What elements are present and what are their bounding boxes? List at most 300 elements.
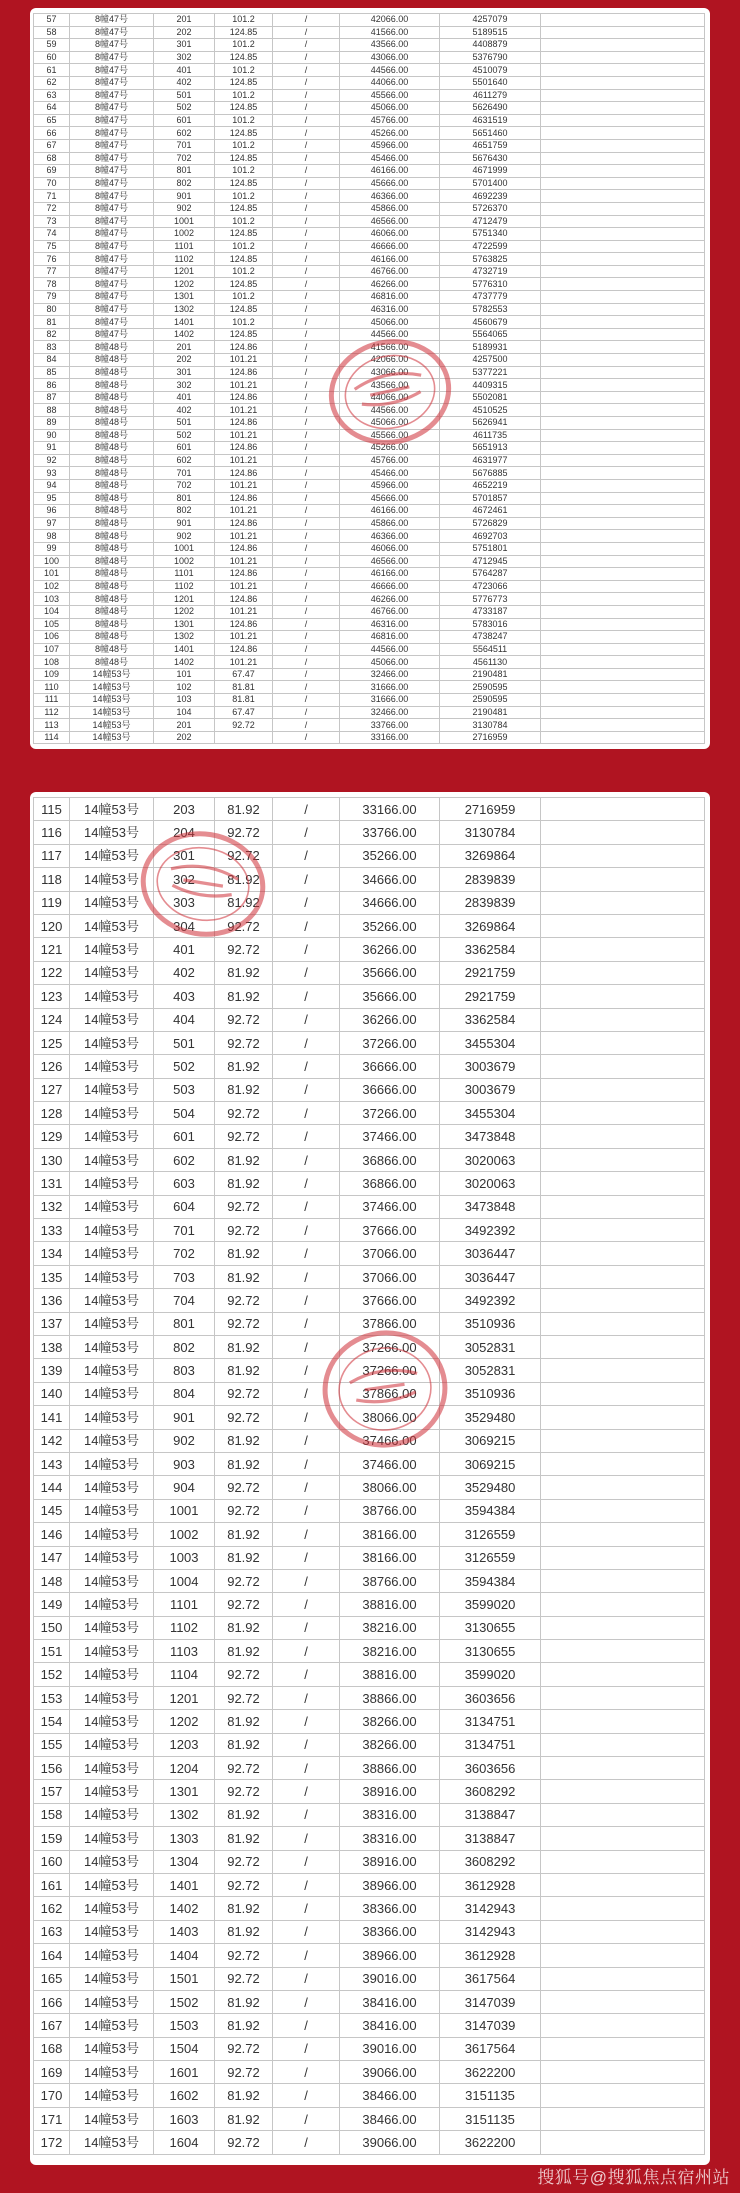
table-cell: 3603656 bbox=[440, 1757, 541, 1780]
table-cell: 36266.00 bbox=[340, 938, 440, 961]
table-row bbox=[34, 2107, 705, 2130]
table-cell: / bbox=[273, 2084, 340, 2107]
table-cell: 36866.00 bbox=[340, 1148, 440, 1171]
table-cell: 124.86 bbox=[215, 417, 273, 430]
table-row bbox=[34, 1382, 705, 1405]
table-cell: / bbox=[273, 265, 340, 278]
table-cell-blank bbox=[541, 985, 705, 1008]
table-cell: 37066.00 bbox=[340, 1242, 440, 1265]
table-cell: 81.92 bbox=[215, 1242, 273, 1265]
table-cell: 38166.00 bbox=[340, 1546, 440, 1569]
table-cell: 99 bbox=[34, 542, 70, 555]
table-cell: / bbox=[273, 2014, 340, 2037]
table-cell: / bbox=[273, 278, 340, 291]
table-cell: 601 bbox=[154, 1125, 215, 1148]
table-row bbox=[34, 291, 705, 304]
table-cell: 3510936 bbox=[440, 1382, 541, 1405]
table-cell: 801 bbox=[154, 1312, 215, 1335]
table-cell: / bbox=[273, 891, 340, 914]
table-cell: 101.2 bbox=[215, 14, 273, 27]
table-cell: / bbox=[273, 985, 340, 1008]
table-cell-blank bbox=[541, 64, 705, 77]
table-cell: 37666.00 bbox=[340, 1219, 440, 1242]
table-cell: 114 bbox=[34, 731, 70, 744]
table-cell: 8幢47号 bbox=[70, 102, 154, 115]
table-cell: 162 bbox=[34, 1897, 70, 1920]
table-cell: 703 bbox=[154, 1265, 215, 1288]
table-cell: 46166.00 bbox=[340, 165, 440, 178]
table-cell: 46666.00 bbox=[340, 580, 440, 593]
table-row bbox=[34, 1242, 705, 1265]
table-cell: 3492392 bbox=[440, 1289, 541, 1312]
table-cell: 4692239 bbox=[440, 190, 541, 203]
table-cell: 111 bbox=[34, 694, 70, 707]
table-cell: / bbox=[273, 593, 340, 606]
table-cell: 902 bbox=[154, 202, 215, 215]
table-cell: 124.86 bbox=[215, 618, 273, 631]
table-cell: 35266.00 bbox=[340, 914, 440, 937]
table-cell: / bbox=[273, 442, 340, 455]
table-cell: 1201 bbox=[154, 593, 215, 606]
table-cell: 92.72 bbox=[215, 1780, 273, 1803]
table-cell: 37866.00 bbox=[340, 1312, 440, 1335]
table-cell: 14幢53号 bbox=[70, 1078, 154, 1101]
table-cell: 101.21 bbox=[215, 354, 273, 367]
table-cell: 46316.00 bbox=[340, 618, 440, 631]
table-cell: 1102 bbox=[154, 1616, 215, 1639]
table-cell: 101.2 bbox=[215, 291, 273, 304]
table-cell: 8幢47号 bbox=[70, 316, 154, 329]
table-row bbox=[34, 631, 705, 644]
table-cell: 14幢53号 bbox=[70, 798, 154, 821]
table-cell: 124.86 bbox=[215, 341, 273, 354]
table-cell: 3069215 bbox=[440, 1452, 541, 1475]
table-cell: / bbox=[273, 568, 340, 581]
table-cell: 36666.00 bbox=[340, 1078, 440, 1101]
table-cell: 66 bbox=[34, 127, 70, 140]
table-cell: 8幢47号 bbox=[70, 165, 154, 178]
table-cell: 14幢53号 bbox=[70, 1593, 154, 1616]
table-cell: / bbox=[273, 2061, 340, 2084]
table-cell: 8幢48号 bbox=[70, 517, 154, 530]
table-cell: 204 bbox=[154, 821, 215, 844]
table-cell: 155 bbox=[34, 1733, 70, 1756]
table-cell: 8幢48号 bbox=[70, 429, 154, 442]
table-cell: 701 bbox=[154, 1219, 215, 1242]
table-cell: 3130784 bbox=[440, 719, 541, 732]
table-row bbox=[34, 127, 705, 140]
table-cell-blank bbox=[541, 1593, 705, 1616]
table-cell-blank bbox=[541, 379, 705, 392]
table-cell: 3455304 bbox=[440, 1031, 541, 1054]
table-cell: 153 bbox=[34, 1686, 70, 1709]
table-cell: 92.72 bbox=[215, 938, 273, 961]
table-cell: 3529480 bbox=[440, 1406, 541, 1429]
table-cell: 3069215 bbox=[440, 1429, 541, 1452]
table-cell: 92.72 bbox=[215, 719, 273, 732]
table-cell: 124.85 bbox=[215, 253, 273, 266]
table-cell-blank bbox=[541, 391, 705, 404]
table-cell: / bbox=[273, 1990, 340, 2013]
table-cell: 14幢53号 bbox=[70, 1827, 154, 1850]
table-cell: 64 bbox=[34, 102, 70, 115]
table-cell: 14幢53号 bbox=[70, 2014, 154, 2037]
table-cell: 3126559 bbox=[440, 1546, 541, 1569]
table-cell: 81.81 bbox=[215, 694, 273, 707]
table-cell: / bbox=[273, 39, 340, 52]
table-cell: 301 bbox=[154, 39, 215, 52]
table-cell: / bbox=[273, 1640, 340, 1663]
table-cell: 136 bbox=[34, 1289, 70, 1312]
table-cell bbox=[215, 731, 273, 744]
table-cell: 14幢53号 bbox=[70, 1172, 154, 1195]
table-cell: 2921759 bbox=[440, 985, 541, 1008]
table-cell: 31666.00 bbox=[340, 694, 440, 707]
table-cell: / bbox=[273, 303, 340, 316]
table-cell-blank bbox=[541, 668, 705, 681]
table-cell: / bbox=[273, 1827, 340, 1850]
table-cell: 8幢48号 bbox=[70, 417, 154, 430]
table-cell: 5751801 bbox=[440, 542, 541, 555]
table-cell: 45566.00 bbox=[340, 429, 440, 442]
table-cell: 81.92 bbox=[215, 2084, 273, 2107]
table-cell-blank bbox=[541, 568, 705, 581]
table-cell: 81 bbox=[34, 316, 70, 329]
table-row bbox=[34, 89, 705, 102]
table-cell: / bbox=[273, 1803, 340, 1826]
table-cell: 903 bbox=[154, 1452, 215, 1475]
table-cell: 112 bbox=[34, 706, 70, 719]
table-cell: 14幢53号 bbox=[70, 1897, 154, 1920]
table-cell: 118 bbox=[34, 868, 70, 891]
table-cell: 602 bbox=[154, 127, 215, 140]
table-row bbox=[34, 891, 705, 914]
table-cell-blank bbox=[541, 1897, 705, 1920]
table-cell: 38366.00 bbox=[340, 1920, 440, 1943]
table-cell: 901 bbox=[154, 1406, 215, 1429]
table-cell: 3599020 bbox=[440, 1663, 541, 1686]
table-cell: 46816.00 bbox=[340, 631, 440, 644]
table-cell: 57 bbox=[34, 14, 70, 27]
table-cell: 8幢48号 bbox=[70, 366, 154, 379]
table-cell-blank bbox=[541, 152, 705, 165]
table-row bbox=[34, 228, 705, 241]
table-cell: 3269864 bbox=[440, 844, 541, 867]
table-cell: 92.72 bbox=[215, 914, 273, 937]
table-cell: 46666.00 bbox=[340, 240, 440, 253]
table-cell: 103 bbox=[154, 694, 215, 707]
table-cell: 104 bbox=[34, 605, 70, 618]
table-row bbox=[34, 1990, 705, 2013]
table-cell: 8幢48号 bbox=[70, 505, 154, 518]
table-cell: 92.72 bbox=[215, 1967, 273, 1990]
table-row bbox=[34, 354, 705, 367]
table-cell: 901 bbox=[154, 517, 215, 530]
table-cell: 70 bbox=[34, 177, 70, 190]
table-cell: 41566.00 bbox=[340, 341, 440, 354]
price-table-body-1 bbox=[34, 14, 705, 744]
table-cell: 401 bbox=[154, 64, 215, 77]
table-row bbox=[34, 51, 705, 64]
table-cell: 5189931 bbox=[440, 341, 541, 354]
table-cell: 45566.00 bbox=[340, 89, 440, 102]
table-row bbox=[34, 2037, 705, 2060]
table-cell: 43566.00 bbox=[340, 39, 440, 52]
table-cell: / bbox=[273, 1733, 340, 1756]
table-cell: 14幢53号 bbox=[70, 1102, 154, 1125]
table-cell: 8幢47号 bbox=[70, 265, 154, 278]
table-cell-blank bbox=[541, 505, 705, 518]
table-cell: 3130784 bbox=[440, 821, 541, 844]
table-cell: / bbox=[273, 1593, 340, 1616]
table-cell: 67.47 bbox=[215, 668, 273, 681]
table-cell: 602 bbox=[154, 1148, 215, 1171]
table-cell: 803 bbox=[154, 1359, 215, 1382]
table-cell: 8幢48号 bbox=[70, 479, 154, 492]
table-cell-blank bbox=[541, 253, 705, 266]
table-row bbox=[34, 1289, 705, 1312]
table-cell-blank bbox=[541, 303, 705, 316]
table-row bbox=[34, 1803, 705, 1826]
table-cell-blank bbox=[541, 479, 705, 492]
table-cell: 301 bbox=[154, 366, 215, 379]
table-cell: 46166.00 bbox=[340, 253, 440, 266]
table-cell: 46766.00 bbox=[340, 265, 440, 278]
table-cell: 3134751 bbox=[440, 1710, 541, 1733]
table-cell: 141 bbox=[34, 1406, 70, 1429]
table-cell: 81.92 bbox=[215, 1523, 273, 1546]
table-row bbox=[34, 417, 705, 430]
table-cell: / bbox=[273, 1289, 340, 1312]
table-cell: 4671999 bbox=[440, 165, 541, 178]
table-cell: / bbox=[273, 1382, 340, 1405]
table-cell: 45266.00 bbox=[340, 442, 440, 455]
table-cell: 1002 bbox=[154, 555, 215, 568]
table-cell: 108 bbox=[34, 656, 70, 669]
table-cell: 4652219 bbox=[440, 479, 541, 492]
table-cell: 41566.00 bbox=[340, 26, 440, 39]
table-cell: 38266.00 bbox=[340, 1710, 440, 1733]
table-cell: 14幢53号 bbox=[70, 1429, 154, 1452]
table-cell: 46366.00 bbox=[340, 190, 440, 203]
table-cell: 81.92 bbox=[215, 2107, 273, 2130]
table-cell: 143 bbox=[34, 1452, 70, 1475]
table-row bbox=[34, 1148, 705, 1171]
table-cell: 124.85 bbox=[215, 177, 273, 190]
table-cell: / bbox=[273, 1897, 340, 1920]
table-cell: 106 bbox=[34, 631, 70, 644]
table-cell: 44566.00 bbox=[340, 643, 440, 656]
table-cell-blank bbox=[541, 215, 705, 228]
table-cell-blank bbox=[541, 316, 705, 329]
table-cell: 8幢47号 bbox=[70, 228, 154, 241]
table-cell: 1301 bbox=[154, 618, 215, 631]
table-cell: 8幢47号 bbox=[70, 26, 154, 39]
table-cell-blank bbox=[541, 517, 705, 530]
table-cell: 35266.00 bbox=[340, 844, 440, 867]
table-cell: 4631519 bbox=[440, 114, 541, 127]
table-cell: 37466.00 bbox=[340, 1125, 440, 1148]
table-cell: 5189515 bbox=[440, 26, 541, 39]
table-cell: 152 bbox=[34, 1663, 70, 1686]
table-cell: / bbox=[273, 555, 340, 568]
table-cell: 92.72 bbox=[215, 1476, 273, 1499]
table-cell: 5676430 bbox=[440, 152, 541, 165]
table-cell: 92.72 bbox=[215, 1873, 273, 1896]
table-row bbox=[34, 404, 705, 417]
table-cell: 8幢47号 bbox=[70, 64, 154, 77]
table-cell-blank bbox=[541, 1265, 705, 1288]
table-row bbox=[34, 1640, 705, 1663]
table-cell: 81.92 bbox=[215, 1265, 273, 1288]
table-cell: 14幢53号 bbox=[70, 1312, 154, 1335]
table-cell: 3020063 bbox=[440, 1148, 541, 1171]
table-cell: 81.92 bbox=[215, 985, 273, 1008]
table-cell: / bbox=[273, 177, 340, 190]
table-cell-blank bbox=[541, 706, 705, 719]
table-cell: 101.2 bbox=[215, 240, 273, 253]
table-cell-blank bbox=[541, 190, 705, 203]
table-cell: / bbox=[273, 668, 340, 681]
table-cell: 107 bbox=[34, 643, 70, 656]
table-row bbox=[34, 555, 705, 568]
table-cell: 3147039 bbox=[440, 2014, 541, 2037]
table-cell: 1401 bbox=[154, 1873, 215, 1896]
table-cell: 5564511 bbox=[440, 643, 541, 656]
table-cell: 704 bbox=[154, 1289, 215, 1312]
table-row bbox=[34, 517, 705, 530]
table-cell: 1404 bbox=[154, 1944, 215, 1967]
table-cell: 3130655 bbox=[440, 1616, 541, 1639]
table-row bbox=[34, 1078, 705, 1101]
table-cell: 32466.00 bbox=[340, 668, 440, 681]
table-cell: 132 bbox=[34, 1195, 70, 1218]
table-row bbox=[34, 2131, 705, 2154]
table-row bbox=[34, 1102, 705, 1125]
table-row bbox=[34, 868, 705, 891]
table-row bbox=[34, 681, 705, 694]
table-cell: 3608292 bbox=[440, 1780, 541, 1803]
table-cell-blank bbox=[541, 228, 705, 241]
table-cell: 3020063 bbox=[440, 1172, 541, 1195]
table-cell: 8幢48号 bbox=[70, 618, 154, 631]
table-cell: 81.92 bbox=[215, 1452, 273, 1475]
table-cell: 131 bbox=[34, 1172, 70, 1195]
table-cell: / bbox=[273, 1616, 340, 1639]
table-cell: 503 bbox=[154, 1078, 215, 1101]
table-cell: 1101 bbox=[154, 568, 215, 581]
table-cell: 92.72 bbox=[215, 2131, 273, 2154]
table-cell: 79 bbox=[34, 291, 70, 304]
table-cell: / bbox=[273, 1125, 340, 1148]
table-cell: 14幢53号 bbox=[70, 706, 154, 719]
table-cell: 1302 bbox=[154, 631, 215, 644]
table-cell: 92.72 bbox=[215, 844, 273, 867]
table-row bbox=[34, 1429, 705, 1452]
table-cell: / bbox=[273, 366, 340, 379]
table-cell: 34666.00 bbox=[340, 891, 440, 914]
table-cell: 45966.00 bbox=[340, 139, 440, 152]
table-cell: 125 bbox=[34, 1031, 70, 1054]
table-cell: 101.2 bbox=[215, 39, 273, 52]
table-cell: 38216.00 bbox=[340, 1616, 440, 1639]
table-cell-blank bbox=[541, 202, 705, 215]
table-cell: 101.21 bbox=[215, 580, 273, 593]
table-cell: 124.86 bbox=[215, 517, 273, 530]
table-cell: 38316.00 bbox=[340, 1803, 440, 1826]
table-cell: 86 bbox=[34, 379, 70, 392]
table-cell: 60 bbox=[34, 51, 70, 64]
table-cell: 5701400 bbox=[440, 177, 541, 190]
table-cell: 120 bbox=[34, 914, 70, 937]
table-cell: 145 bbox=[34, 1499, 70, 1522]
table-cell: 147 bbox=[34, 1546, 70, 1569]
table-row bbox=[34, 1920, 705, 1943]
table-cell: / bbox=[273, 64, 340, 77]
table-cell: 4561130 bbox=[440, 656, 541, 669]
table-cell: 14幢53号 bbox=[70, 1499, 154, 1522]
table-cell: 101.2 bbox=[215, 139, 273, 152]
table-cell: 14幢53号 bbox=[70, 694, 154, 707]
table-cell: 32466.00 bbox=[340, 706, 440, 719]
table-row bbox=[34, 76, 705, 89]
table-cell-blank bbox=[541, 2061, 705, 2084]
table-row bbox=[34, 706, 705, 719]
table-cell: 43066.00 bbox=[340, 51, 440, 64]
table-cell: 702 bbox=[154, 1242, 215, 1265]
table-cell: / bbox=[273, 1195, 340, 1218]
table-cell: / bbox=[273, 517, 340, 530]
table-cell: 45466.00 bbox=[340, 152, 440, 165]
table-row bbox=[34, 656, 705, 669]
table-row bbox=[34, 1452, 705, 1475]
table-cell: 3473848 bbox=[440, 1125, 541, 1148]
table-cell: / bbox=[273, 76, 340, 89]
table-cell: / bbox=[273, 479, 340, 492]
table-cell: 8幢47号 bbox=[70, 215, 154, 228]
table-cell: 14幢53号 bbox=[70, 1967, 154, 1990]
table-cell: 1101 bbox=[154, 240, 215, 253]
table-cell: 124.86 bbox=[215, 366, 273, 379]
table-cell: 101.21 bbox=[215, 404, 273, 417]
table-cell: 5782553 bbox=[440, 303, 541, 316]
table-cell: 201 bbox=[154, 14, 215, 27]
table-cell: 61 bbox=[34, 64, 70, 77]
table-cell: / bbox=[273, 618, 340, 631]
table-cell: 137 bbox=[34, 1312, 70, 1335]
table-cell: 8幢48号 bbox=[70, 442, 154, 455]
table-row bbox=[34, 328, 705, 341]
table-cell: 93 bbox=[34, 467, 70, 480]
table-cell: 1402 bbox=[154, 1897, 215, 1920]
table-cell: 38216.00 bbox=[340, 1640, 440, 1663]
table-cell: 37266.00 bbox=[340, 1102, 440, 1125]
table-cell: 2590595 bbox=[440, 694, 541, 707]
table-cell: 130 bbox=[34, 1148, 70, 1171]
table-row bbox=[34, 1265, 705, 1288]
table-cell: 902 bbox=[154, 1429, 215, 1452]
table-cell: 81.92 bbox=[215, 1055, 273, 1078]
table-row bbox=[34, 114, 705, 127]
table-cell: / bbox=[273, 114, 340, 127]
table-row bbox=[34, 1733, 705, 1756]
table-cell: 1202 bbox=[154, 278, 215, 291]
table-cell: 119 bbox=[34, 891, 70, 914]
table-cell: 4631977 bbox=[440, 454, 541, 467]
table-cell: 39016.00 bbox=[340, 2037, 440, 2060]
table-cell: / bbox=[273, 467, 340, 480]
table-cell: 38866.00 bbox=[340, 1757, 440, 1780]
